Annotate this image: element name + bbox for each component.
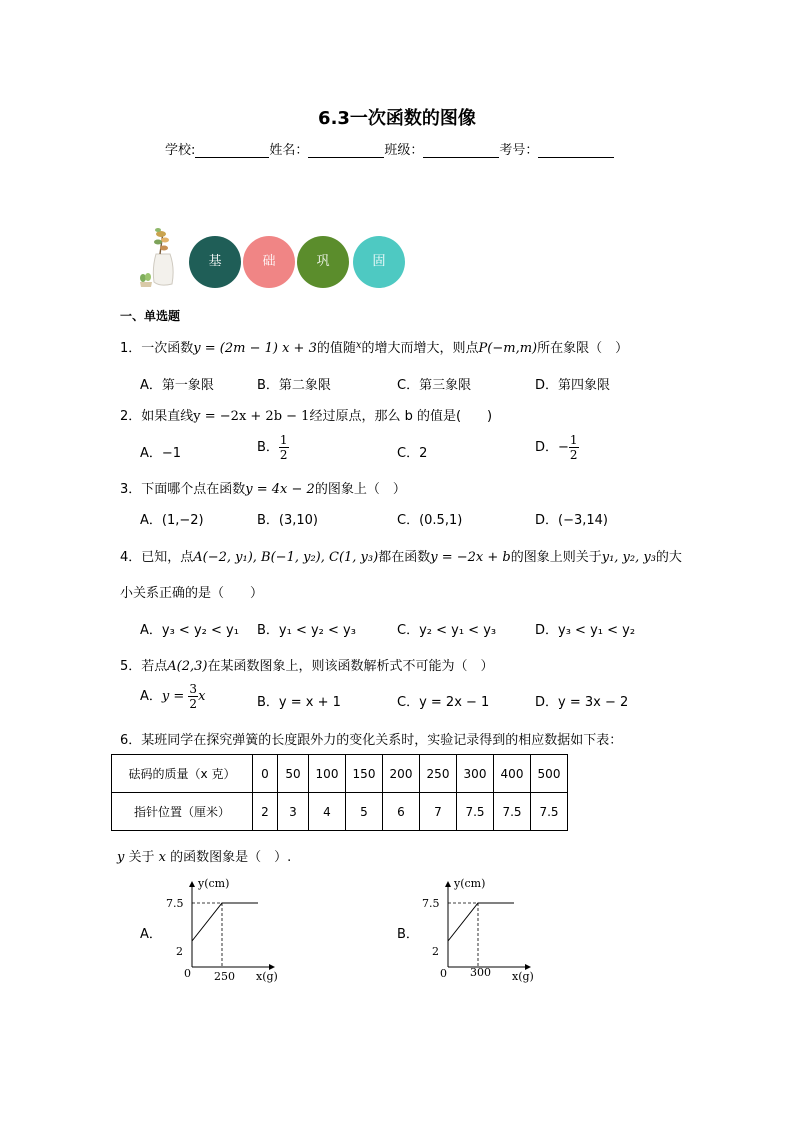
question-6-stem: 6．某班同学在探究弹簧的长度跟外力的变化关系时，实验记录得到的相应数据如下表： (120, 733, 623, 748)
y-top-label: 7.5 (422, 897, 440, 910)
graph-option-a[interactable] (160, 872, 290, 984)
question-3-stem: 3．下面哪个点在函数y = 4x − 2的图象上（ ） (120, 482, 406, 497)
number-blank[interactable] (538, 142, 614, 158)
question-2-option-b[interactable]: B． $\frac{1}{2}$ (257, 433, 288, 462)
question-5-option-c[interactable]: C．y = 2x − 1 (397, 695, 490, 710)
question-3-option-a[interactable]: A．(1,−2) (140, 513, 204, 528)
y-start-label: 2 (432, 945, 439, 958)
question-3-option-b[interactable]: B．(3,10) (257, 513, 319, 528)
badge-gu: 固 (353, 236, 405, 288)
table-cell: 500 (531, 755, 568, 793)
function-line (448, 903, 514, 941)
name-blank[interactable] (308, 142, 384, 158)
table-cell: 50 (278, 755, 309, 793)
name-label: 姓名： (269, 143, 309, 158)
table-cell: 0 (253, 755, 278, 793)
badge-chu: 础 (243, 236, 295, 288)
table-cell: 7.5 (457, 793, 494, 831)
table-cell: 7.5 (494, 793, 531, 831)
table-cell: 250 (420, 755, 457, 793)
table-cell: 100 (309, 755, 346, 793)
section-title: 一、单选题 (120, 309, 181, 323)
class-blank[interactable] (423, 142, 499, 158)
table-row-mass (112, 755, 568, 793)
question-6-option-b-label[interactable]: B． (397, 927, 419, 942)
y-start-label: 2 (176, 945, 183, 958)
question-2-option-a[interactable]: A．−1 (140, 446, 182, 461)
question-1-stem: 1．一次函数y = (2m − 1) x + 3的值随$^x$的增大而增大，则点P(−m,m)所在象限（ ） (120, 340, 629, 356)
x-axis-label: x(g) (256, 970, 278, 983)
table-cell: 300 (457, 755, 494, 793)
question-2-option-c[interactable]: C．2 (397, 446, 428, 461)
origin-label: 0 (184, 967, 191, 980)
table-row-position (112, 793, 568, 831)
question-4-stem: 4．已知，点A(−2, y₁), B(−1, y₂), C(1, y₃)都在函数y = −2x + b的图象上则关于y₁, y₂, y₃的大 (120, 550, 682, 565)
school-blank[interactable] (195, 142, 269, 158)
question-6-option-a-label[interactable]: A． (140, 927, 162, 942)
table-cell: 3 (278, 793, 309, 831)
question-5-stem: 5．若点A(2,3)在某函数图象上，则该函数解析式不可能为（ ） (120, 659, 494, 674)
table-cell: 200 (383, 755, 420, 793)
question-5-option-d[interactable]: D．y = 3x − 2 (535, 695, 629, 710)
class-label: 班级： (384, 143, 424, 158)
origin-label: 0 (440, 967, 447, 980)
table-cell: 5 (346, 793, 383, 831)
badge-gong: 巩 (297, 236, 349, 288)
question-3-option-d[interactable]: D．(−3,14) (535, 513, 608, 528)
table-cell: 150 (346, 755, 383, 793)
plant-vase-icon (138, 224, 186, 288)
table-cell: 6 (383, 793, 420, 831)
question-2-stem: 2．如果直线y = −2x + 2b − 1经过原点，那么 b 的值是( ) (120, 409, 493, 424)
table-cell: 400 (494, 755, 531, 793)
question-4-stem-line2: 小关系正确的是（ ） (120, 586, 264, 601)
question-4-option-c[interactable]: C．y₂ < y₁ < y₃ (397, 623, 497, 638)
question-4-option-d[interactable]: D．y₃ < y₁ < y₂ (535, 623, 636, 638)
question-1-option-c[interactable]: C．第三象限 (397, 378, 472, 393)
spring-data-table (111, 754, 568, 831)
table-cell: 7.5 (531, 793, 568, 831)
question-2-option-d[interactable]: D．− $\frac{1}{2}$ (535, 433, 578, 462)
table-header-mass: 砝码的质量（x 克） (112, 755, 253, 793)
number-label: 考号： (499, 143, 539, 158)
question-4-option-a[interactable]: A．y₃ < y₂ < y₁ (140, 623, 239, 638)
question-1-option-b[interactable]: B．第二象限 (257, 378, 331, 393)
question-4-option-b[interactable]: B．y₁ < y₂ < y₃ (257, 623, 356, 638)
y-axis-label: y(cm) (198, 877, 230, 890)
table-cell: 4 (309, 793, 346, 831)
x-mark-label: 250 (214, 970, 235, 983)
question-5-option-b[interactable]: B．y = x + 1 (257, 695, 341, 710)
x-mark-label: 300 (470, 966, 491, 979)
question-1-option-d[interactable]: D．第四象限 (535, 378, 611, 393)
function-line (192, 903, 258, 941)
question-1-option-a[interactable]: A．第一象限 (140, 378, 214, 393)
table-cell: 2 (253, 793, 278, 831)
table-cell: 7 (420, 793, 457, 831)
school-label: 学校: (165, 143, 196, 158)
page-title: 6.3一次函数的图像 (318, 108, 476, 129)
question-5-option-a[interactable]: A．y = $\frac{3}{2}$ x (140, 682, 206, 711)
y-axis-label: y(cm) (454, 877, 486, 890)
x-axis-label: x(g) (512, 970, 534, 983)
student-info-line (165, 139, 614, 158)
question-6-prompt: y 关于 x 的函数图象是（ ）. (117, 850, 292, 865)
badge-ji: 基 (189, 236, 241, 288)
question-3-option-c[interactable]: C．(0.5,1) (397, 513, 463, 528)
y-top-label: 7.5 (166, 897, 184, 910)
table-header-position: 指针位置（厘米） (112, 793, 253, 831)
graph-option-b[interactable] (416, 872, 546, 984)
